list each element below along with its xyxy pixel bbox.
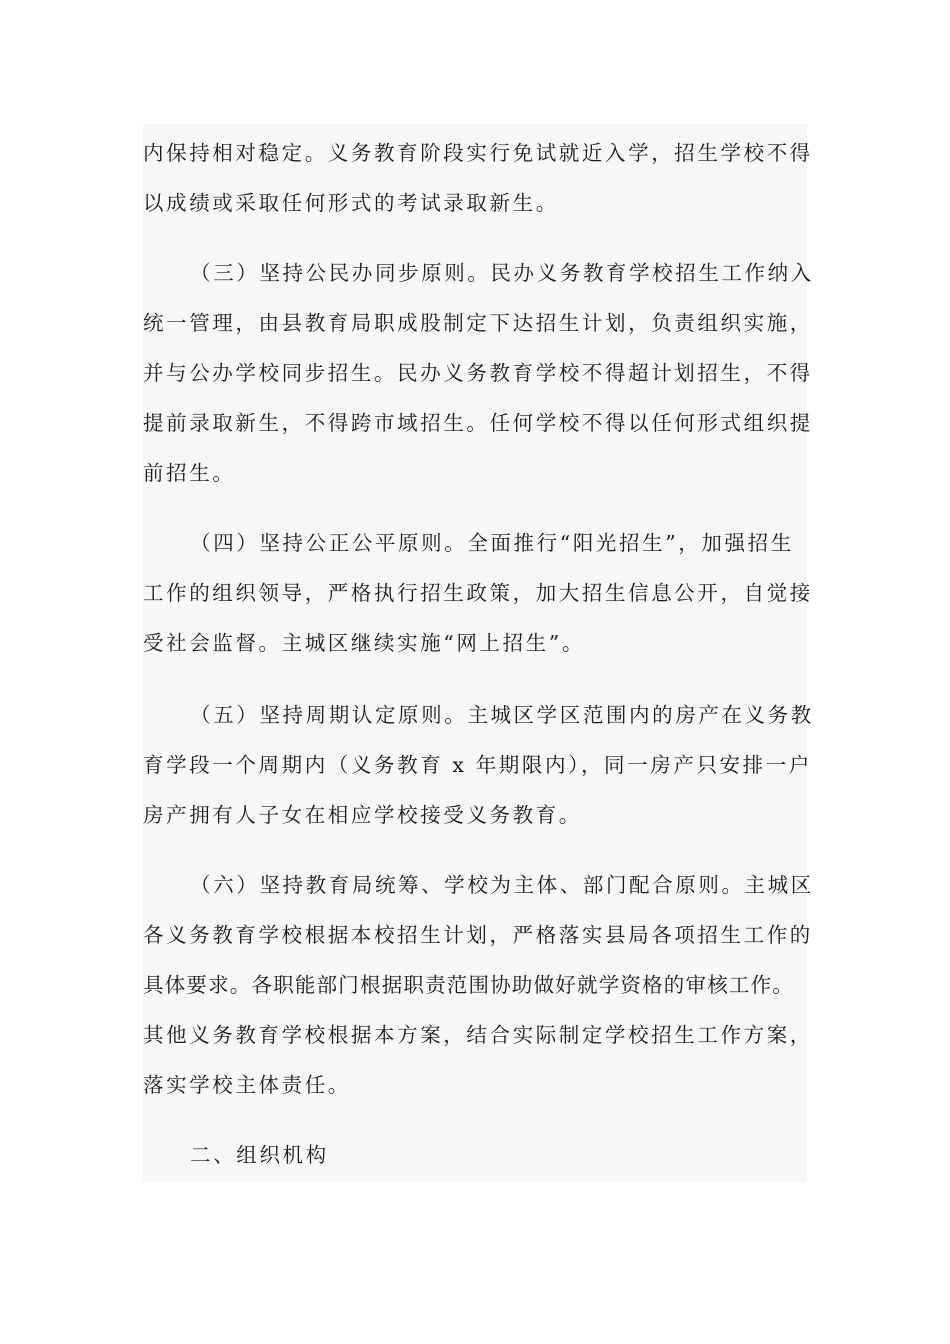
paragraph-line: 前招生。 [143, 461, 236, 485]
paragraph-line: 落实学校主体责任。 [143, 1073, 351, 1097]
paragraph-line: 工作的组织领导，严格执行招生政策，加大招生信息公开，自觉接 [143, 581, 813, 605]
paragraph-line: （四）坚持公正公平原则。全面推行“阳光招生”，加强招生 [190, 531, 794, 555]
paragraph-line: 具体要求。各职能部门根据职责范围协助做好就学资格的审核工作。 [143, 973, 794, 997]
paragraph-line: （五）坚持周期认定原则。主城区学区范围内的房产在义务教 [190, 703, 814, 727]
paragraph-line: 各义务教育学校根据本校招生计划，严格落实县局各项招生工作的 [143, 923, 813, 947]
paragraph-line: 其他义务教育学校根据本方案，结合实际制定学校招生工作方案， [143, 1023, 813, 1047]
paragraph-line: 统一管理，由县教育局职成股制定下达招生计划，负责组织实施， [143, 311, 813, 335]
paragraph-line: 并与公办学校同步招生。民办义务教育学校不得超计划招生，不得 [143, 361, 813, 385]
paragraph-line: （六）坚持教育局统筹、学校为主体、部门配合原则。主城区 [190, 873, 814, 897]
paragraph-line: 房产拥有人子女在相应学校接受义务教育。 [143, 803, 582, 827]
paragraph-line: 育学段一个周期内（义务教育 x 年期限内），同一房产只安排一户 [143, 753, 812, 777]
paragraph-line: （三）坚持公民办同步原则。民办义务教育学校招生工作纳入 [190, 261, 814, 285]
section-heading: 二、组织机构 [190, 1143, 329, 1167]
paragraph-line: 内保持相对稳定。义务教育阶段实行免试就近入学，招生学校不得 [143, 141, 813, 165]
paragraph-line: 提前录取新生，不得跨市域招生。任何学校不得以任何形式组织提 [143, 411, 813, 435]
document-body [143, 124, 814, 1182]
paragraph-line: 以成绩或采取任何形式的考试录取新生。 [143, 191, 559, 215]
paragraph-line: 受社会监督。主城区继续实施“网上招生”。 [143, 631, 585, 655]
